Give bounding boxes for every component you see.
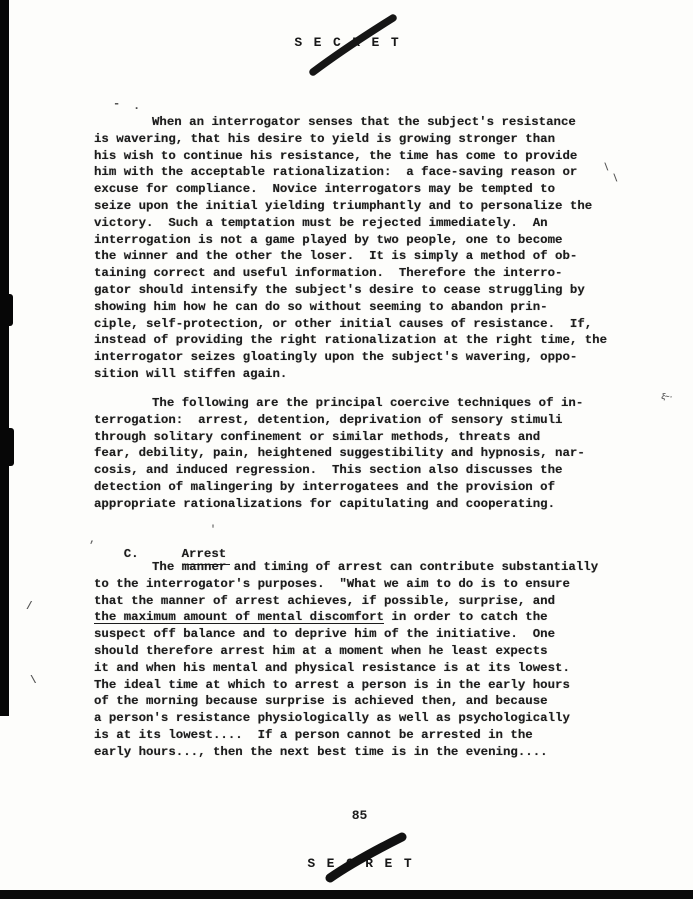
scan-edge-artifact-bottom — [0, 890, 693, 899]
section-letter: C. — [123, 546, 139, 561]
scan-speck: , — [89, 534, 96, 546]
scan-speck-handwriting: ξ~· — [661, 393, 673, 402]
section-title: Arrest — [182, 546, 231, 565]
classification-text-top: SECRET — [294, 35, 411, 50]
underlined-phrase: the maximum amount of mental discomfort — [94, 610, 384, 625]
scan-edge-artifact-left-notch — [0, 428, 14, 466]
scan-edge-artifact-left-notch — [0, 294, 13, 326]
paragraph-arrest-timing-part2: in order to catch the suspect off balance and to deprive him of the initiative. One should therefore arrest him at a moment when he least expects it and when his mental and physical resistance is at its lowest. The ideal time at which to arrest a person is in the early hours of the morning because surprise is achieved then, and because a person's resistance physiologically as well as psychologically is at its lowest.... If a person cannot be arrested in the early hours..., then the next best time is in the evening.... — [94, 610, 570, 759]
page-number: 85 — [351, 808, 368, 823]
classification-text-bottom: SECRET — [307, 856, 424, 871]
paragraph-coercive-techniques: The following are the principal coercive techniques of in- terrogation: arrest, detention, deprivation of sensory stimuli through solitary confinement or similar methods, threats and fear, debility, pain, heightened suggestibility and hypnosis, nar- cosis, and induced regression. This section also discusses the detection of malingering by interrogatees and the provision of appropriate rationalizations for capitulating and cooperating. — [94, 396, 585, 511]
paragraph-arrest-timing — [94, 559, 660, 761]
scan-speck: \ — [30, 675, 37, 687]
scan-speck: \ — [611, 173, 619, 186]
scan-speck: - — [113, 97, 121, 111]
scan-edge-artifact-left — [0, 0, 9, 716]
classification-banner-top — [0, 35, 693, 50]
scan-speck: ' — [210, 525, 217, 536]
paragraph-arrest-timing-part1: The manner and timing of arrest can contribute substantially to the interrogator's purposes. "What we aim to do is to ensure that the manner of arrest achieves, if possible, surprise, and — [94, 560, 599, 608]
paragraph-rationalization: When an interrogator senses that the subject's resistance is wavering, that his desire to yield is growing stronger than his wish to continue his resistance, the time has come to provide him with the acceptable rationalization: a face-saving reason or excuse for compliance. Novice interrogators may be tempted to seize upon the initial yielding triumphantly and to personalize the victory. Such a temptation must be rejected immediately. An interrogation is not a game played by two people, one to become the winner and the other the loser. It is simply a method of ob- taining correct and useful information. Therefore the interro- gator should intensify the subject's desire to cease struggling by showing him how he can do so without seeming to abandon prin- ciple, self-protection, or other initial causes of resistance. If, instead of providing the right rationalization at the right time, the interrogator seizes gloatingly upon the subject's wavering, oppo- sition will stiffen again. — [94, 115, 608, 381]
classification-banner-bottom — [13, 856, 693, 871]
scan-speck: . — [133, 99, 141, 113]
scan-speck: / — [26, 601, 33, 613]
scan-speck: \ — [602, 162, 610, 175]
